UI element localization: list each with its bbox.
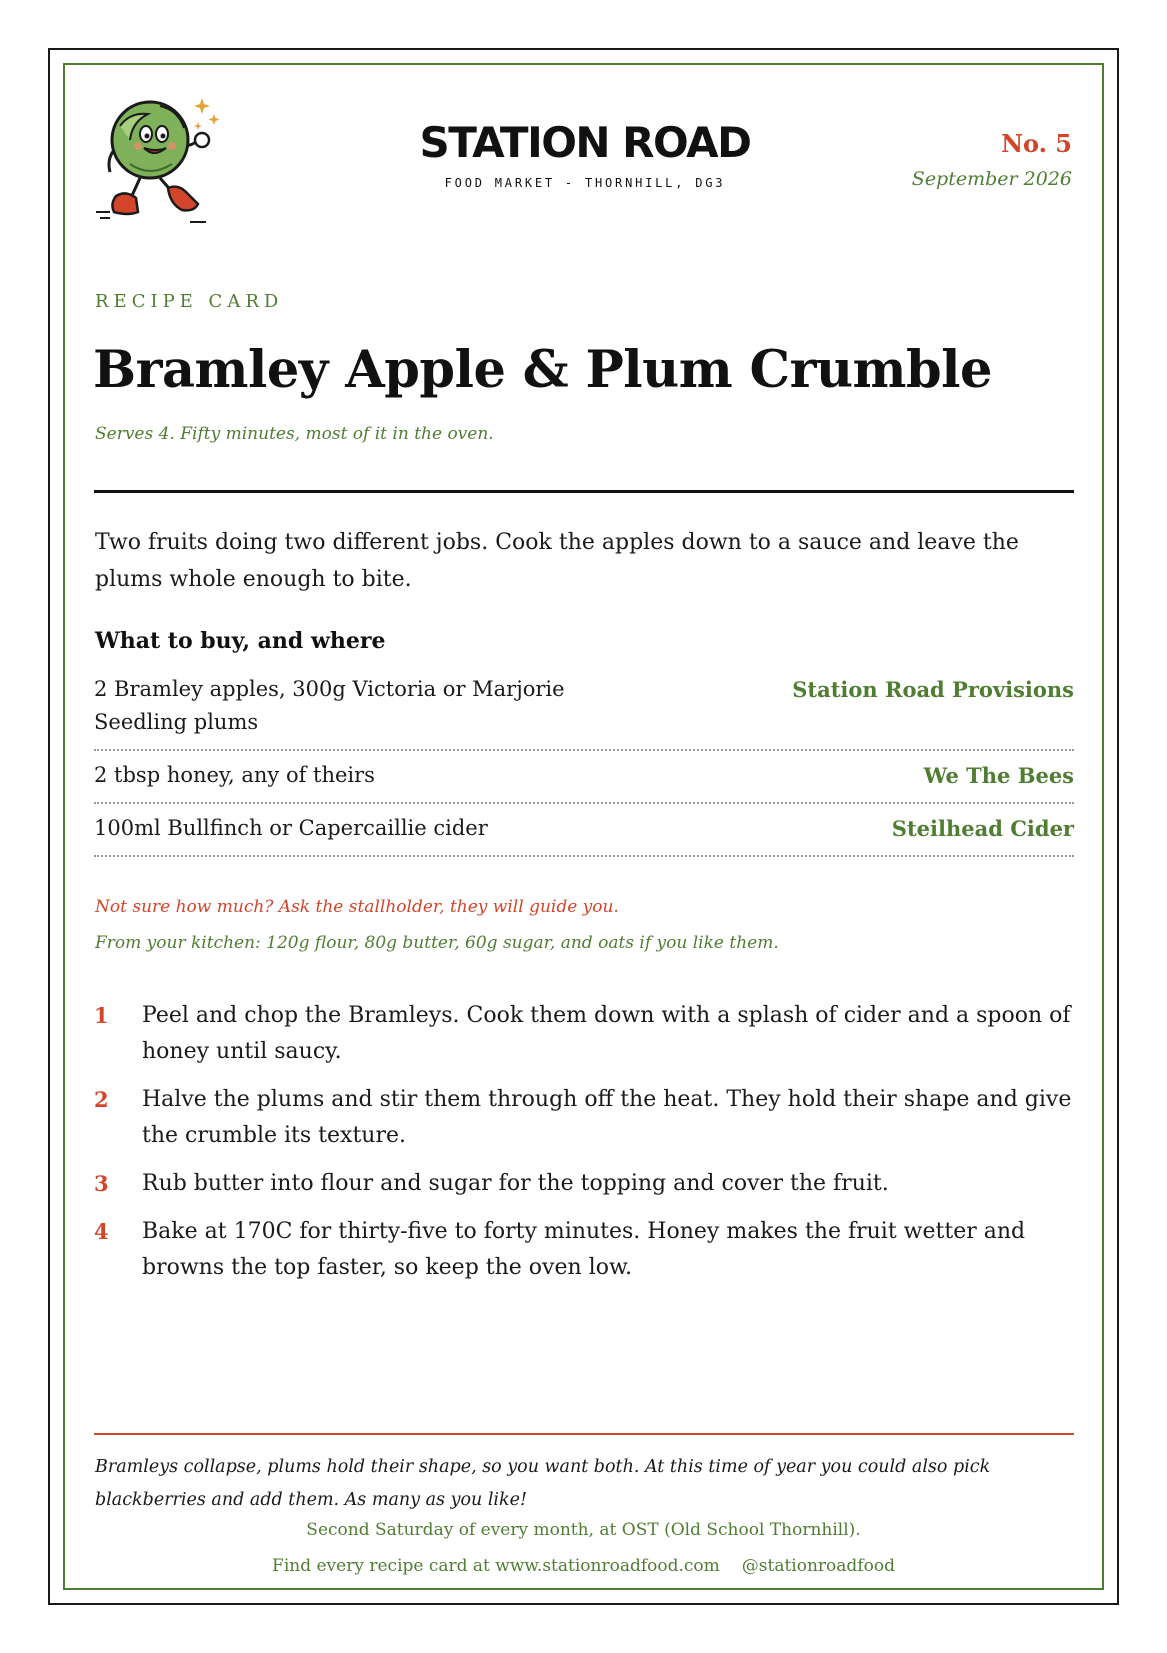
footer-schedule: Second Saturday of every month, at OST (Old School Thornhill).	[306, 1520, 861, 1540]
buy-list	[94, 673, 1074, 857]
issue-block	[912, 130, 1072, 190]
footer-links	[0, 1556, 1167, 1576]
footer-social-handle[interactable]: @stationroadfood	[741, 1556, 895, 1576]
buy-row	[94, 673, 1074, 751]
step-item	[94, 1082, 1074, 1154]
recipe-intro: Two fruits doing two different jobs. Cook the apples down to a sauce and leave the plums whole enough to bite.	[95, 530, 1019, 592]
brand-subtitle: FOOD MARKET - THORNHILL, DG3	[444, 176, 726, 190]
method-steps	[94, 998, 1074, 1298]
step-number: 3	[94, 1171, 109, 1196]
brand-name: STATION ROAD	[419, 118, 751, 167]
step-text: Halve the plums and stir them through off the heat. They hold their shape and give the crumble its texture.	[142, 1087, 1072, 1148]
buy-item: 2 tbsp honey, any of theirs	[94, 763, 375, 787]
step-number: 4	[94, 1219, 109, 1244]
step-text: Rub butter into flour and sugar for the topping and cover the fruit.	[142, 1171, 889, 1196]
buy-row	[94, 751, 1074, 804]
sparkle-icon	[194, 98, 220, 130]
step-number: 2	[94, 1087, 109, 1112]
step-item	[94, 998, 1074, 1070]
buy-heading: What to buy, and where	[95, 628, 386, 654]
step-item	[94, 1166, 1074, 1202]
issue-date: September 2026	[911, 168, 1072, 190]
title-divider	[94, 490, 1074, 493]
step-item	[94, 1214, 1074, 1286]
kitchen-note: From your kitchen: 120g flour, 80g butter, 60g sugar, and oats if you like them.	[95, 933, 779, 953]
recipe-subtitle: Serves 4. Fifty minutes, most of it in the oven.	[95, 424, 494, 444]
footnote-divider	[94, 1433, 1074, 1435]
cabbage-mascot-icon	[90, 86, 230, 232]
buy-item: 2 Bramley apples, 300g Victoria or Marjorie Seedling plums	[94, 677, 565, 734]
ask-note: Not sure how much? Ask the stallholder, they will guide you.	[95, 897, 619, 917]
step-number: 1	[94, 1003, 109, 1028]
recipe-title: Bramley Apple & Plum Crumble	[93, 340, 992, 400]
step-text: Peel and chop the Bramleys. Cook them down with a splash of cider and a spoon of honey until saucy.	[142, 1003, 1071, 1064]
recipe-kicker: RECIPE CARD	[95, 291, 284, 312]
buy-shop: Steilhead Cider	[891, 816, 1074, 841]
footnote: Bramleys collapse, plums hold their shape, so you want both. At this time of year you could also pick blackberries and add them. As many as you like!	[95, 1457, 991, 1510]
step-text: Bake at 170C for thirty-five to forty minutes. Honey makes the fruit wetter and browns the top faster, so keep the oven low.	[142, 1219, 1026, 1280]
buy-item: 100ml Bullfinch or Capercaillie cider	[94, 816, 488, 840]
buy-shop: Station Road Provisions	[792, 677, 1074, 702]
buy-row	[94, 804, 1074, 857]
issue-number: No. 5	[1001, 129, 1072, 158]
footer-website[interactable]: Find every recipe card at www.stationroadfood.com	[272, 1556, 720, 1576]
brand-block	[390, 120, 780, 190]
buy-shop: We The Bees	[923, 763, 1074, 788]
